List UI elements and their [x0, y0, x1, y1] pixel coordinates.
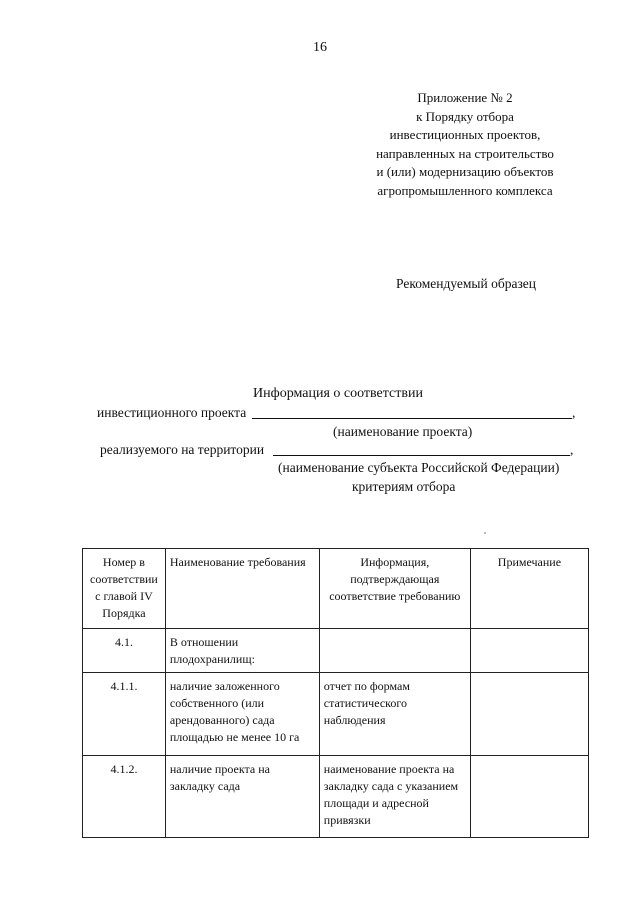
- appendix-header: [340, 89, 590, 200]
- cell-requirement: наличие проекта на закладку сада: [165, 756, 319, 838]
- cell-number: 4.1.2.: [83, 756, 166, 838]
- cell-number: 4.1.: [83, 629, 166, 673]
- appendix-line: инвестиционных проектов,: [389, 127, 541, 142]
- table-row: [83, 673, 589, 756]
- cell-info: отчет по формам статистического наблюдения: [319, 673, 470, 756]
- appendix-line: агропромышленного комплекса: [377, 182, 553, 198]
- cell-note: [470, 756, 588, 838]
- page-number: 16: [313, 40, 327, 55]
- appendix-line: направленных на строительство: [376, 145, 554, 161]
- table-row: [83, 756, 589, 838]
- cell-note: [470, 629, 588, 673]
- project-name-line[interactable]: [252, 418, 572, 419]
- header-cell-number: Номер в соответствии с главой IV Порядка: [83, 549, 166, 629]
- line-comma: ,: [570, 442, 574, 457]
- scan-speck: [484, 532, 486, 534]
- header-cell-requirement: Наименование требования: [165, 549, 319, 629]
- territory-line[interactable]: [273, 455, 570, 456]
- project-hint: (наименование проекта): [333, 424, 473, 439]
- line-comma: ,: [572, 405, 576, 420]
- appendix-line: и (или) модернизацию объектов: [376, 164, 554, 179]
- cell-number: 4.1.1.: [83, 673, 166, 756]
- cell-info: наименование проекта на закладку сада с указанием площади и адресной привязки: [319, 756, 470, 838]
- table-header-row: [83, 549, 589, 629]
- criteria-label: критериям отбора: [352, 479, 456, 494]
- appendix-line: Приложение № 2: [417, 90, 513, 105]
- territory-label: реализуемого на территории: [100, 442, 265, 457]
- project-label: инвестиционного проекта: [97, 405, 247, 420]
- territory-hint: (наименование субъекта Российской Федерации): [278, 460, 560, 475]
- cell-requirement: В отношении плодохранилищ:: [165, 629, 319, 673]
- header-cell-note: Примечание: [470, 549, 588, 629]
- cell-info: [319, 629, 470, 673]
- sample-label: Рекомендуемый образец: [396, 276, 537, 291]
- header-cell-info: Информация, подтверждающая соответствие требованию: [319, 549, 470, 629]
- cell-note: [470, 673, 588, 756]
- table-row: [83, 629, 589, 673]
- form-title: Информация о соответствии: [253, 386, 423, 401]
- appendix-line: к Порядку отбора: [416, 108, 514, 124]
- requirements-table: [82, 548, 589, 838]
- cell-requirement: наличие заложенного собственного (или арендованного) сада площадью не менее 10 га: [165, 673, 319, 756]
